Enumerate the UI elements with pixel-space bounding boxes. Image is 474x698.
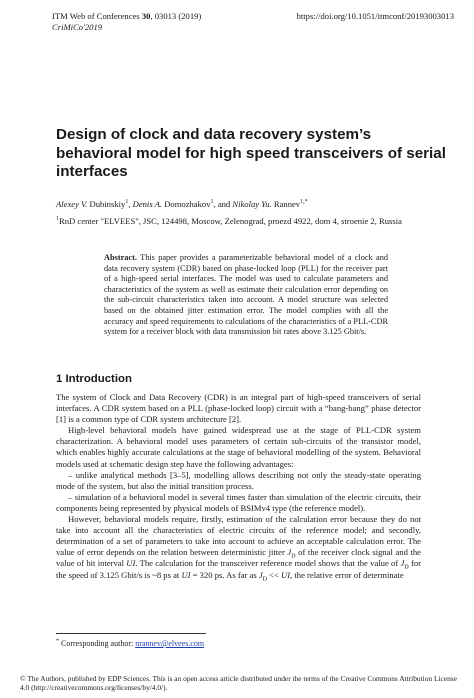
email-link[interactable]: nrannev@elvees.com (135, 639, 205, 648)
conference-short-name: CriMiCo'2019 (52, 22, 103, 32)
doi-link[interactable]: https://doi.org/10.1051/itmconf/20193003013 (296, 11, 454, 21)
running-header-left (52, 11, 201, 33)
conference-citation: ITM Web of Conferences 30, 03013 (2019) (52, 11, 202, 21)
copyright-notice: © The Authors, published by EDP Sciences. This is an open access article distributed under the terms of the Creative Commons Attribution License 4.0 (http://creativecommons.org/licenses/by/4.0/). (20, 674, 457, 693)
section-body (56, 392, 421, 581)
paper-title: Design of clock and data recovery system’s behavioral model for high speed transceivers of serial interfaces (56, 126, 446, 180)
footnote: * Corresponding author: nrannev@elvees.com (56, 638, 205, 648)
author-affiliation: $^1$RnD center "ELVEES", JSC, 124498, Moscow, Zelenograd, proezd 4922, dom 4, stroenie 2, Russia (56, 216, 402, 226)
footnote-divider (56, 633, 206, 634)
abstract-label: Abstract. (104, 253, 137, 262)
paragraph: – unlike analytical methods [3–5], modelling allows describing not only the steady-state operating mode of the system, but also the initial transition process. (56, 469, 421, 491)
paragraph: – simulation of a behavioral model is several times faster than simulation of the electric circuits, their components being represented by physical models of BSIMv4 type (the reference model). (56, 491, 421, 513)
abstract (104, 253, 388, 338)
paragraph: High-level behavioral models have gained widespread use at the stage of PLL-CDR system characterization. A behavioral model uses parameters of certain sub-circuits of the transistor model, which enables highly accurate calculations at the stage of behavioral modelling of the system. Behavioral models used at schematic design step have the following advantages: (56, 425, 421, 469)
author-list: Alexey V. Dubinskiy$^1$, Denis A. Domozhakov$^1$, and Nikolay Yu. Rannev$^{1,*}$ (56, 199, 308, 209)
paragraph: The system of Clock and Data Recovery (CDR) is an integral part of high-speed transceivers of serial interfaces. A CDR system based on a PLL (phase-locked loop) circuit with a “bang-bang” phase detector [1] is a common type of CDR system architecture [2]. (56, 392, 421, 425)
section-title: 1 Introduction (56, 373, 132, 385)
abstract-text: This paper provides a parameterizable behavioral model of a clock and data recovery system (CDR) based on phase-locked loop (PLL) for the receiver part of a high-speed serial interfaces. The model was used to calculate parameters and characteristics of the system as well as estimate their calculation error depending on the sub-circuit characteristics taken into account. A model structure was selected based on the obtained jitter estimation error. The model complies with all the accuracy and speed requirements to calculations of the characteristics of a PLL-CDR system for a receiver block with data transmission bit rates above 3.125 Gbit/s. (104, 253, 388, 337)
paragraph: However, behavioral models require, firstly, estimation of the calculation error because they do not take into account all the characteristics of electric circuits of the reference model; and secondly, determination of a set of parameters to take into account to achieve an acceptable calculation error. The value of error depends on the relation between deterministic jitter $J_D$ of the receiver clock signal and the value of bit interval UI. The calculation for the transceiver reference model shows that the value of $J_D$ for the speed of 3.125 Gbit/s is ~8 ps at UI = 320 ps. As far as $J_D$ << UI, the relative error of determinate (56, 514, 421, 583)
